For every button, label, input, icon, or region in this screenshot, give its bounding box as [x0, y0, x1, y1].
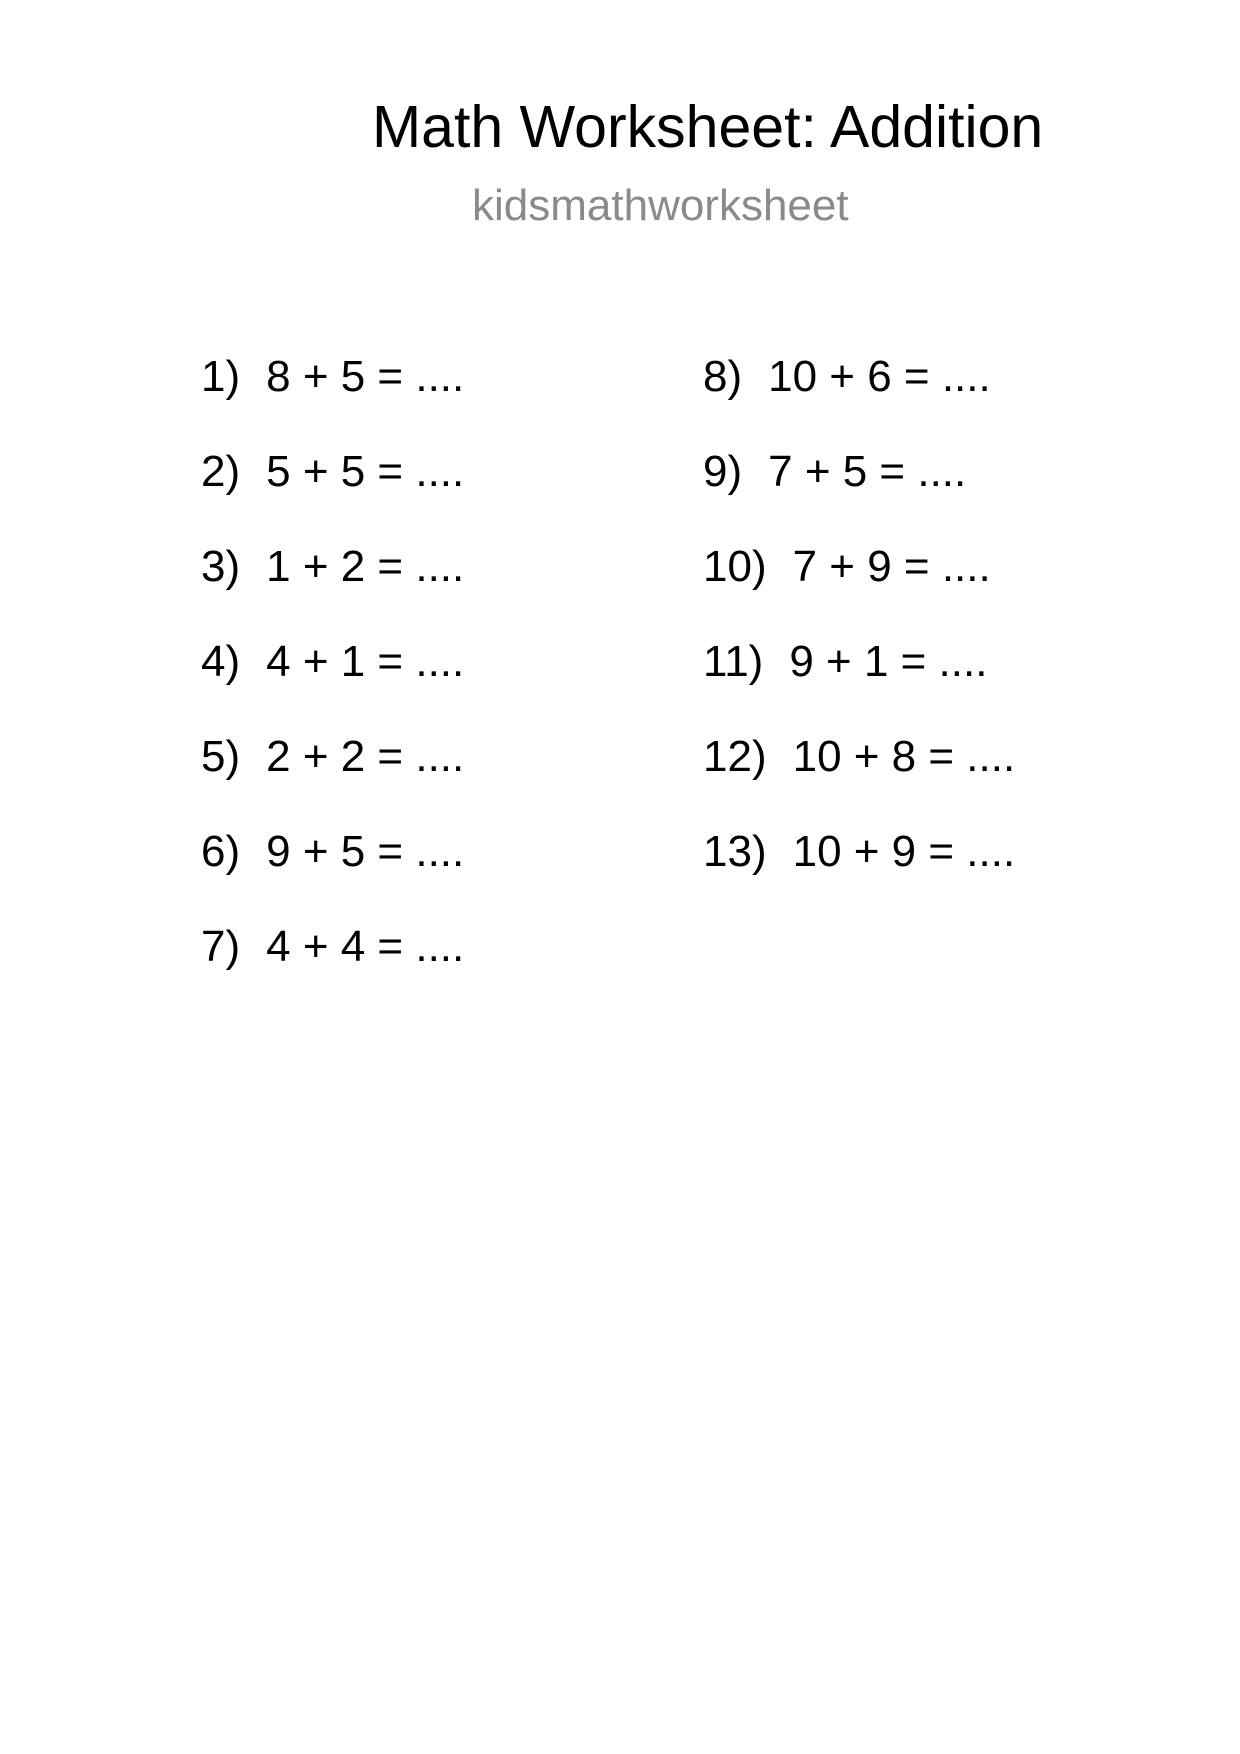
- problem-number: 8): [703, 352, 743, 401]
- problem-expression: 4 + 1 = ....: [266, 637, 465, 686]
- problem-1: [201, 352, 465, 450]
- problem-expression: 9 + 5 = ....: [266, 827, 465, 876]
- problem-number: 3): [201, 542, 241, 591]
- problem-number: 1): [201, 352, 241, 401]
- problem-10: [703, 542, 1015, 640]
- problem-expression: 10 + 8 = ....: [792, 732, 1016, 781]
- problem-number: 9): [703, 447, 743, 496]
- problem-number: 12): [703, 732, 767, 781]
- problem-expression: 9 + 1 = ....: [789, 637, 988, 686]
- problem-expression: 7 + 9 = ....: [792, 542, 991, 591]
- problem-13: [703, 827, 1016, 925]
- problem-2: [201, 447, 465, 545]
- problem-expression: 1 + 2 = ....: [266, 542, 465, 591]
- problem-number: 2): [201, 447, 241, 496]
- problem-number: 10): [703, 542, 767, 591]
- page-title: Math Worksheet: Addition: [372, 94, 1044, 160]
- problem-7: [201, 922, 465, 1020]
- problem-expression: 7 + 5 = ....: [768, 447, 967, 496]
- problem-expression: 10 + 9 = ....: [792, 827, 1016, 876]
- site-name: kidsmathworksheet: [472, 181, 849, 230]
- problem-12: [703, 732, 1016, 830]
- problem-5: [201, 732, 465, 830]
- problem-11: [703, 637, 1015, 735]
- problem-3: [201, 542, 465, 640]
- problem-number: 5): [201, 732, 241, 781]
- problem-expression: 5 + 5 = ....: [266, 447, 465, 496]
- problem-8: [703, 352, 1015, 450]
- problems-left-column: [201, 352, 465, 1020]
- problem-6: [201, 827, 465, 925]
- problem-expression: 8 + 5 = ....: [266, 352, 465, 401]
- problem-expression: 2 + 2 = ....: [266, 732, 465, 781]
- problem-expression: 4 + 4 = ....: [266, 922, 465, 971]
- problem-9: [703, 447, 1015, 545]
- problem-number: 4): [201, 637, 241, 686]
- problem-number: 7): [201, 922, 241, 971]
- problem-number: 11): [703, 637, 764, 686]
- problem-number: 6): [201, 827, 241, 876]
- problem-number: 13): [703, 827, 767, 876]
- problems-right-column: [703, 352, 1016, 925]
- problem-expression: 10 + 6 = ....: [768, 352, 991, 401]
- problem-4: [201, 637, 465, 735]
